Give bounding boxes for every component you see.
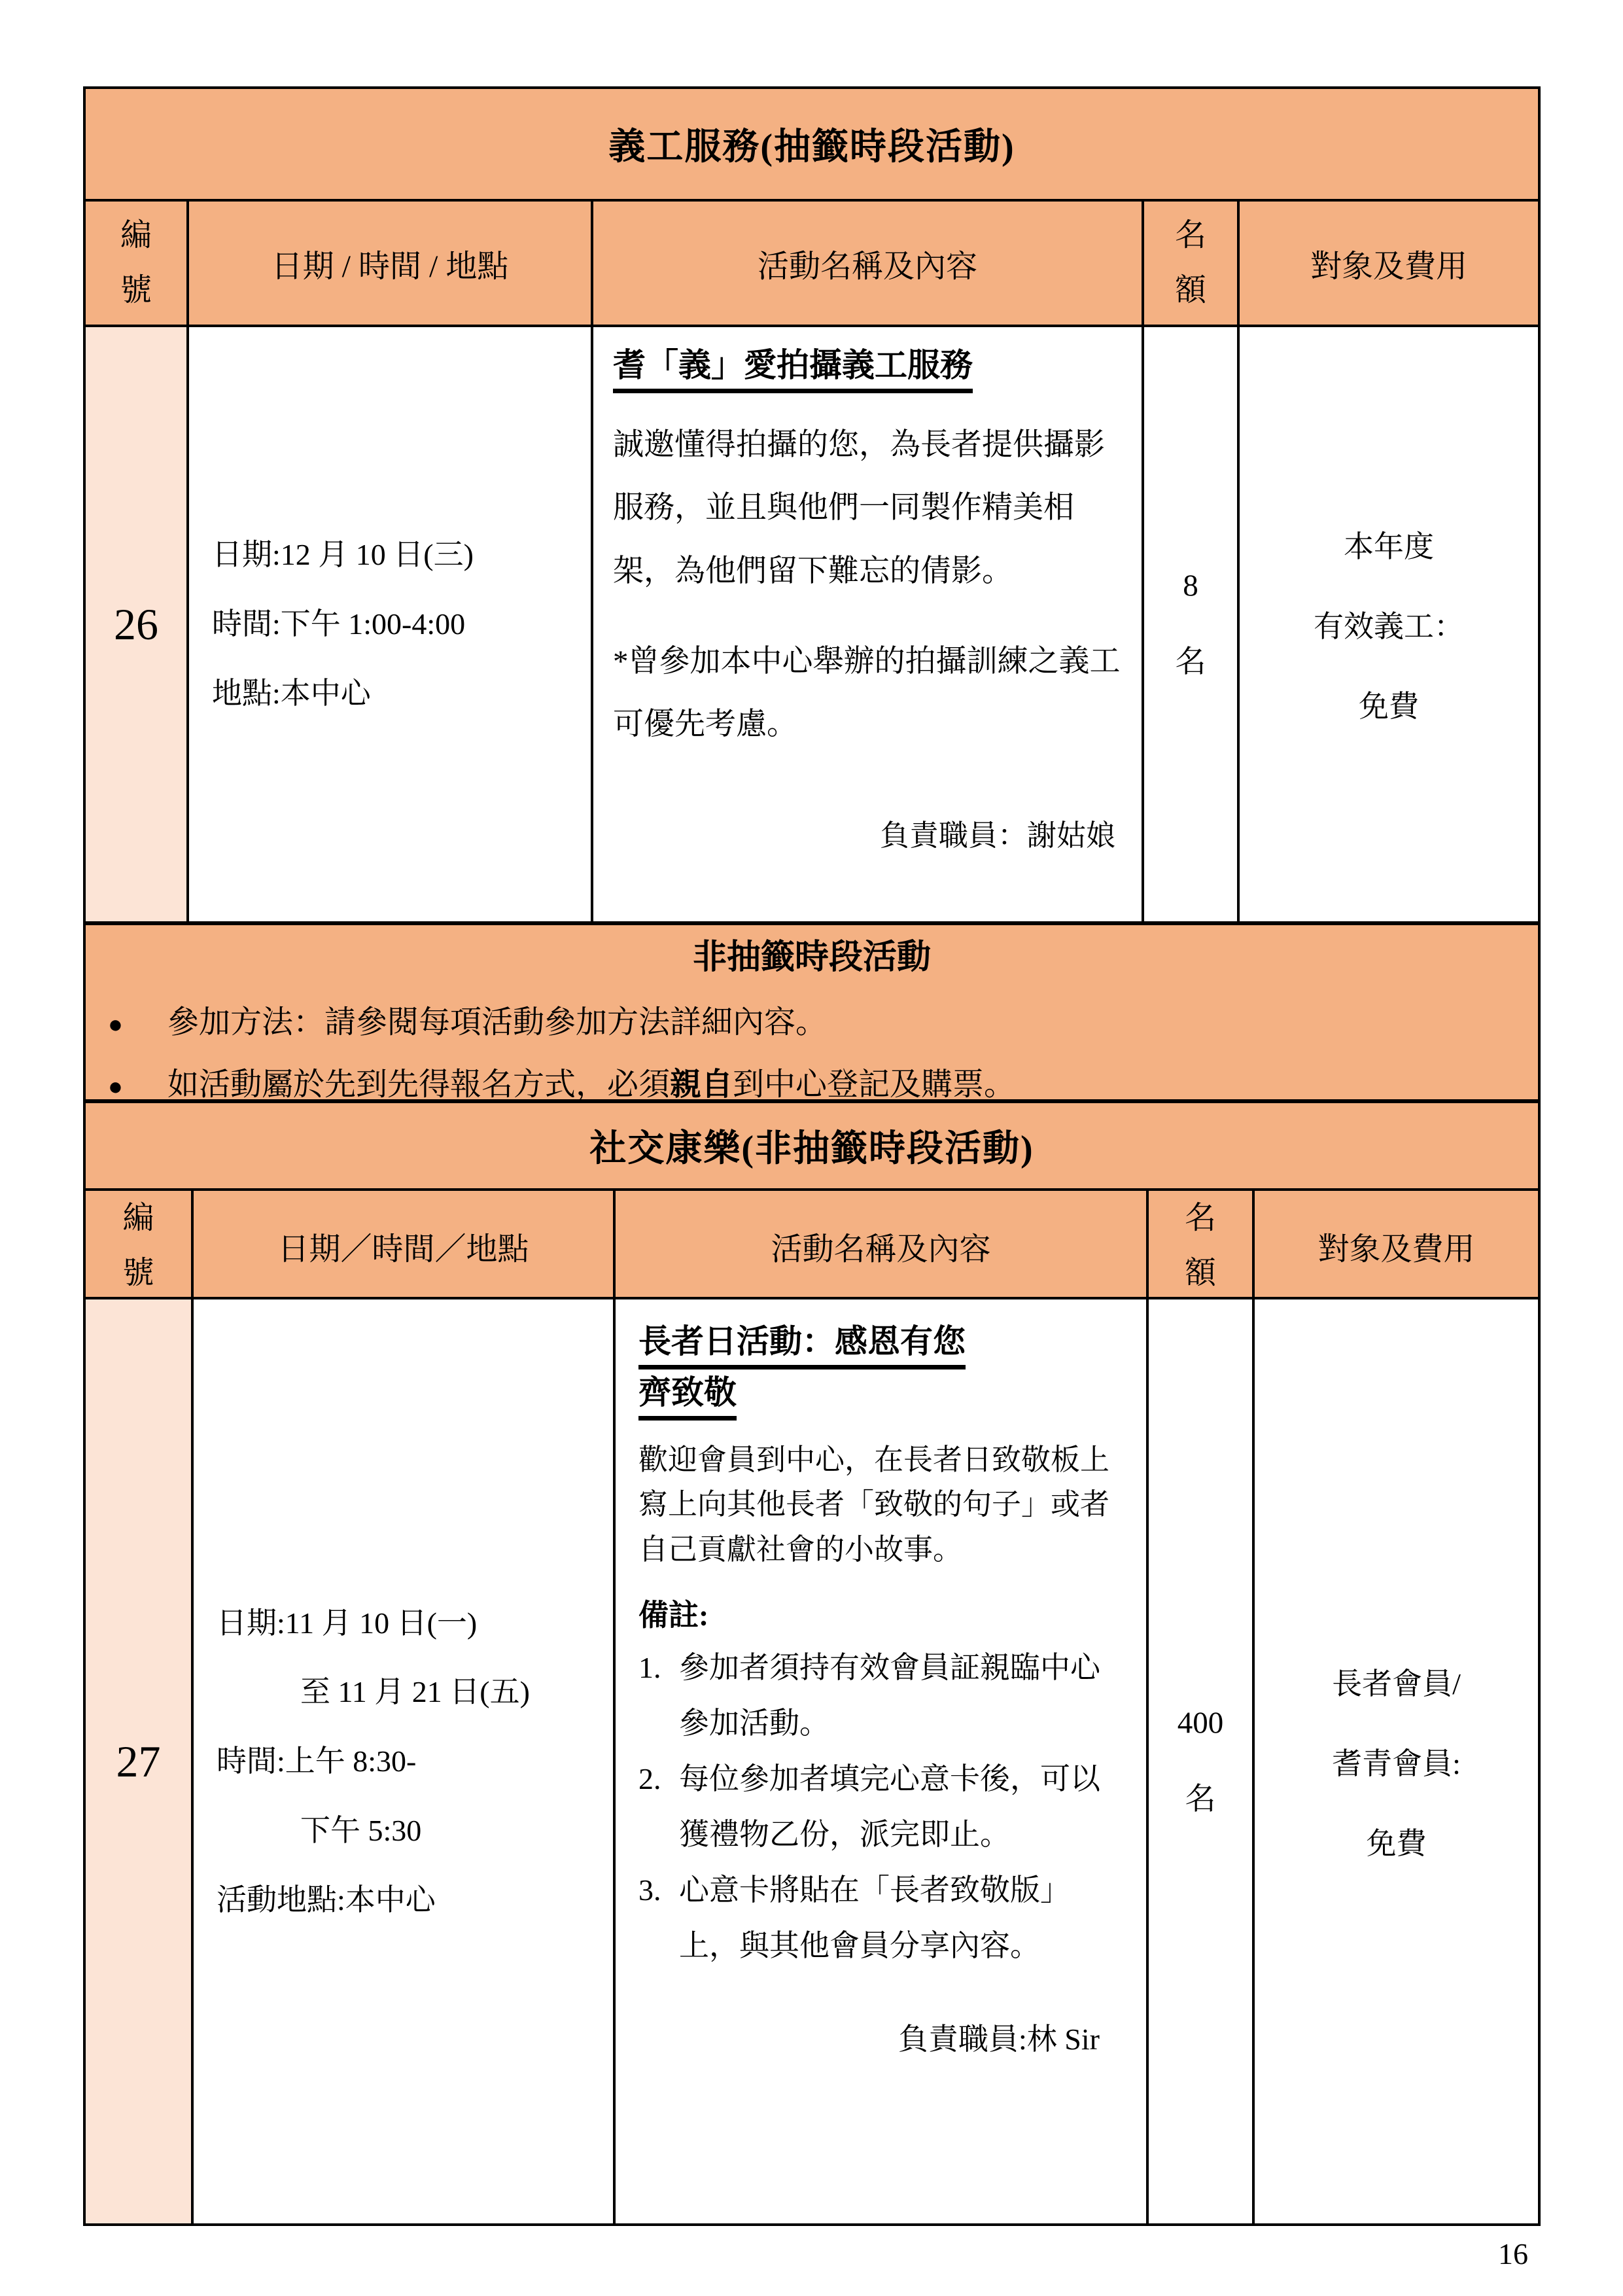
table1-header-datetime-label: 日期 / 時間 / 地點	[271, 249, 509, 284]
list-item	[638, 1862, 1123, 1973]
table1-header-quota	[1144, 202, 1240, 325]
row27-target-line1: 長者會員/	[1332, 1667, 1461, 1701]
table2-header-activity-label: 活動名稱及內容	[771, 1231, 991, 1267]
table1-header-activity-label: 活動名稱及內容	[757, 249, 977, 284]
row26-id-cell	[86, 327, 189, 921]
row27-id: 27	[116, 1736, 161, 1786]
row27-quota-cell	[1149, 1299, 1255, 2223]
non-lottery-section	[86, 921, 1538, 1103]
row27-target-line2: 耆青會員:	[1332, 1747, 1461, 1780]
list-item	[99, 997, 1525, 1042]
table2-header-id	[86, 1191, 194, 1301]
row27-staff: 負責職員:林 Sir	[898, 2022, 1100, 2057]
row26-target-cell	[1240, 327, 1538, 921]
table1-header-activity	[593, 202, 1144, 325]
note3-text: 心意卡將貼在「長者致敬版」上，與其他會員分享內容。	[679, 1873, 1070, 1963]
note1-text: 參加者須持有效會員証親臨中心參加活動。	[679, 1650, 1100, 1740]
table1-title: 義工服務(抽籤時段活動)	[608, 127, 1015, 168]
note1-number: 1.	[638, 1650, 661, 1684]
row27-time-start: 時間:上午 8:30-	[217, 1744, 417, 1778]
row27-activity-cell	[616, 1299, 1149, 2223]
row26-staff: 負責職員：謝姑娘	[879, 819, 1115, 852]
bullet-icon: ●	[108, 1011, 123, 1038]
table-row	[86, 1299, 1538, 2223]
note2-number: 2.	[638, 1761, 661, 1795]
row26-quota-number: 8	[1183, 568, 1198, 603]
note3-number: 3.	[638, 1873, 661, 1907]
row26-target-line2: 有效義工：	[1314, 610, 1464, 643]
bullet1-text: 參加方法：請參閱每項活動參加方法詳細內容。	[167, 1005, 828, 1040]
row26-activity-title	[613, 339, 1122, 386]
list-item	[99, 1059, 1525, 1104]
row27-activity-intro: 歡迎會員到中心，在長者日致敬板上寫上向其他長者「致敬的句子」或者自己貢獻社會的小故事。	[638, 1443, 1110, 1566]
row27-activity-title-text2: 齊致敬	[638, 1374, 737, 1421]
table2-title-band	[86, 1103, 1538, 1191]
row26-date: 日期:12 月 10 日(三)	[212, 538, 474, 572]
table2-title: 社交康樂(非抽籤時段活動)	[589, 1129, 1034, 1169]
table2-header-row	[86, 1191, 1538, 1299]
table1-title-band	[86, 89, 1538, 202]
table1-header-target	[1240, 202, 1538, 325]
table2-header-datetime	[194, 1191, 616, 1301]
row27-datetime-cell	[194, 1299, 616, 2223]
bullet2-post: 到中心登記及購票。	[733, 1067, 1016, 1102]
bullet2-emphasis: 親自	[670, 1067, 733, 1102]
non-lottery-section-title: 非抽籤時段活動	[692, 939, 931, 976]
list-item	[638, 1640, 1123, 1751]
row27-date-end: 至 11 月 21 日(五)	[300, 1675, 530, 1709]
table2-header-quota	[1149, 1191, 1255, 1301]
row27-quota-unit: 名	[1185, 1782, 1216, 1816]
row26-activity-cell	[593, 327, 1144, 921]
table2-header-quota-label: 名額	[1184, 1201, 1216, 1290]
row27-notes-label: 備註:	[638, 1598, 709, 1633]
table1-header-quota-label: 名額	[1174, 218, 1206, 308]
table2-header-id-label: 編號	[122, 1201, 154, 1290]
list-item	[638, 1751, 1123, 1862]
row26-target-line3: 免費	[1359, 690, 1419, 723]
table1-header-row	[86, 202, 1538, 327]
row26-target-line1: 本年度	[1344, 530, 1434, 563]
table1-header-target-label: 對象及費用	[1310, 249, 1467, 284]
table2-header-target-label: 對象及費用	[1318, 1231, 1475, 1267]
row26-time: 時間:下午 1:00-4:00	[212, 607, 466, 641]
row27-activity-title-text1: 長者日活動：感恩有您	[638, 1323, 966, 1369]
table2-header-datetime-label: 日期／時間／地點	[277, 1231, 529, 1267]
table-row	[86, 327, 1538, 921]
table1-header-id	[86, 202, 189, 325]
row27-date-start: 日期:11 月 10 日(一)	[217, 1606, 478, 1640]
row27-id-cell	[86, 1299, 194, 2223]
page-number: 16	[1498, 2237, 1528, 2270]
row27-target-line3: 免費	[1366, 1827, 1427, 1860]
row27-target-cell	[1255, 1299, 1538, 2223]
note2-text: 每位參加者填完心意卡後，可以獲禮物乙份，派完即止。	[679, 1761, 1100, 1852]
row27-activity-title-line1	[638, 1316, 1123, 1368]
table1-header-datetime	[189, 202, 593, 325]
row27-quota-number: 400	[1177, 1705, 1224, 1740]
bullet2-pre: 如活動屬於先到先得報名方式，必須	[167, 1067, 671, 1102]
row26-location: 地點:本中心	[212, 676, 371, 710]
bullet2-text	[167, 1059, 1015, 1104]
table1-header-id-label: 編號	[120, 218, 152, 308]
row27-location: 活動地點:本中心	[217, 1882, 436, 1916]
row27-time-end: 下午 5:30	[300, 1813, 422, 1847]
row26-activity-note: *曾參加本中心舉辦的拍攝訓練之義工可優先考慮。	[613, 645, 1121, 742]
table2-header-activity	[616, 1191, 1149, 1301]
row26-quota-unit: 名	[1175, 645, 1206, 679]
row26-activity-paragraph: 誠邀懂得拍攝的您，為長者提供攝影服務，並且與他們一同製作精美相架，為他們留下難忘的倩影。	[613, 428, 1105, 588]
row26-datetime-cell	[189, 327, 593, 921]
row27-activity-title	[638, 1316, 1123, 1418]
row26-id: 26	[114, 599, 158, 649]
activity-schedule-table	[83, 86, 1541, 2226]
bullet-icon: ●	[108, 1073, 123, 1101]
row27-activity-title-line2	[638, 1368, 1123, 1419]
row26-activity-title-text: 耆「義」愛拍攝義工服務	[613, 347, 973, 393]
row26-quota-cell	[1144, 327, 1240, 921]
table2-header-target	[1255, 1191, 1538, 1301]
